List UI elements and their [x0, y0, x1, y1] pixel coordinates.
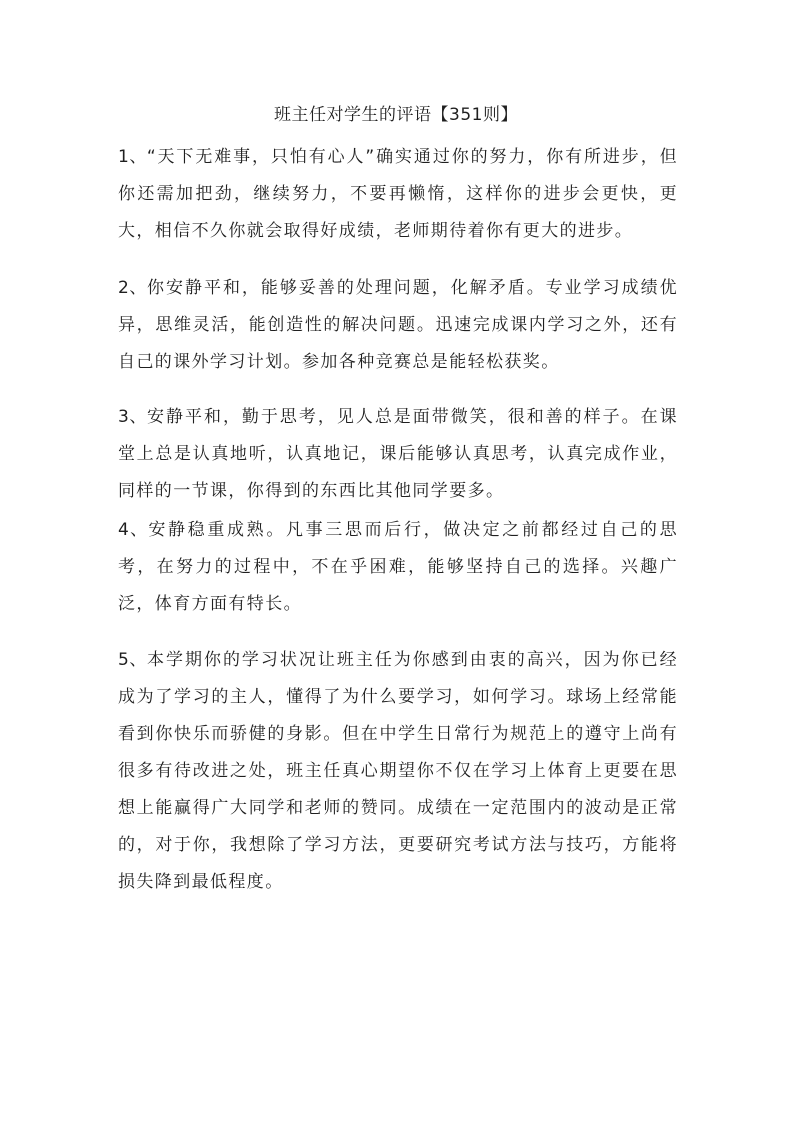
- item-text: 你安静平和，能够妥善的处理问题，化解矛盾。专业学习成绩优异，思维灵活，能创造性的解决问题。迅速完成课内学习之外，还有自己的课外学习计划。参加各种竞赛总是能轻松获奖。: [118, 278, 678, 372]
- item-number: 2、: [118, 278, 147, 298]
- comment-item-1: [118, 139, 678, 250]
- item-text: “天下无难事，只怕有心人”确实通过你的努力，你有所进步，但你还需加把劲，继续努力，不要再懒惰，这样你的进步会更快，更大，相信不久你就会取得好成绩，老师期待着你有更大的进步。: [118, 147, 678, 241]
- item-number: 4、: [118, 520, 149, 540]
- item-text: 安静平和，勤于思考，见人总是面带微笑，很和善的样子。在课堂上总是认真地听，认真地记，课后能够认真思考，认真完成作业，同样的一节课，你得到的东西比其他同学要多。: [118, 407, 678, 501]
- item-number: 3、: [118, 407, 147, 427]
- comment-item-4: [118, 512, 678, 623]
- item-text: 本学期你的学习状况让班主任为你感到由衷的高兴，因为你已经成为了学习的主人，懂得了为什么要学习，如何学习。球场上经常能看到你快乐而骄健的身影。但在中学生日常行为规范上的遵守上尚有很多有待改进之处，班主任真心期望你不仅在学习上体育上更要在思想上能赢得广大同学和老师的赞同。成绩在一定范围内的波动是正常的，对于你，我想除了学习方法，更要研究考试方法与技巧，方能将损失降到最低程度。: [118, 650, 678, 892]
- item-text: 安静稳重成熟。凡事三思而后行，做决定之前都经过自己的思考，在努力的过程中，不在乎困难，能够坚持自己的选择。兴趣广泛，体育方面有特长。: [118, 520, 678, 614]
- comment-item-3: [118, 399, 678, 510]
- document-title: 班主任对学生的评语【351则】: [274, 105, 518, 125]
- item-number: 1、: [118, 147, 147, 167]
- item-number: 5、: [118, 650, 147, 670]
- comment-item-2: [118, 270, 678, 381]
- comment-item-5: [118, 642, 678, 901]
